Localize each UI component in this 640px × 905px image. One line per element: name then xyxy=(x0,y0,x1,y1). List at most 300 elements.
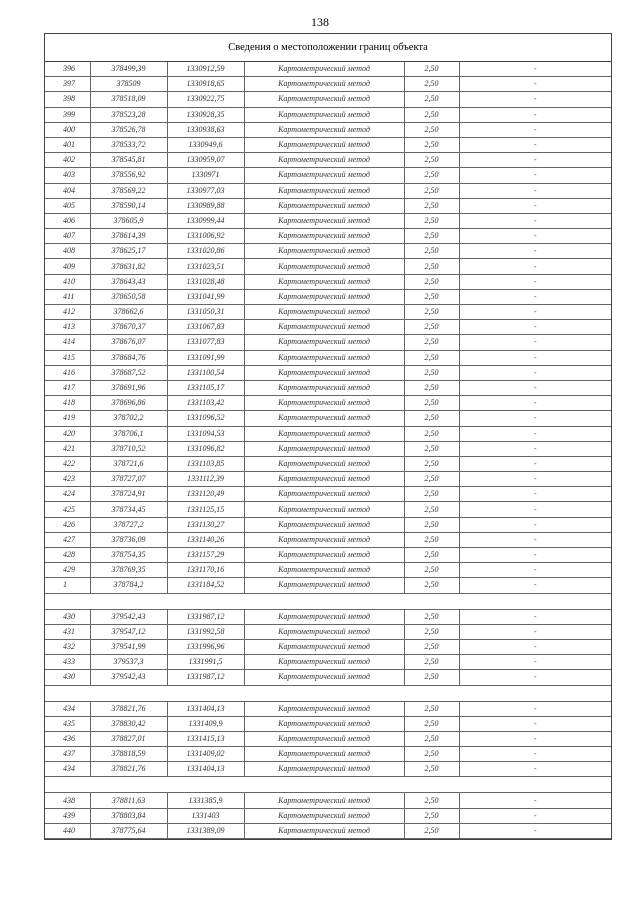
table-row xyxy=(45,639,611,654)
point-number-cell: 421 xyxy=(45,441,90,456)
table-row xyxy=(45,426,611,441)
point-number-cell: 411 xyxy=(45,289,90,304)
table-row xyxy=(45,213,611,228)
y-coordinate-cell: 1331991,5 xyxy=(167,655,244,670)
y-coordinate-cell: 1330928,35 xyxy=(167,107,244,122)
method-cell: Картометрический метод xyxy=(244,107,404,122)
point-number-cell: 402 xyxy=(45,153,90,168)
method-cell: Картометрический метод xyxy=(244,305,404,320)
accuracy-cell: 2,50 xyxy=(404,380,459,395)
method-cell: Картометрический метод xyxy=(244,731,404,746)
x-coordinate-cell: 378662,6 xyxy=(90,305,167,320)
x-coordinate-cell: 379542,43 xyxy=(90,670,167,685)
method-cell: Картометрический метод xyxy=(244,213,404,228)
x-coordinate-cell: 378676,07 xyxy=(90,335,167,350)
y-coordinate-cell: 1330922,75 xyxy=(167,92,244,107)
x-coordinate-cell: 378727,07 xyxy=(90,472,167,487)
y-coordinate-cell: 1331028,48 xyxy=(167,274,244,289)
x-coordinate-cell: 378821,76 xyxy=(90,762,167,777)
x-coordinate-cell: 378545,81 xyxy=(90,153,167,168)
point-number-cell: 404 xyxy=(45,183,90,198)
method-cell: Картометрический метод xyxy=(244,762,404,777)
accuracy-cell: 2,50 xyxy=(404,716,459,731)
point-number-cell: 423 xyxy=(45,472,90,487)
coordinates-table-body xyxy=(45,62,611,839)
description-cell: - xyxy=(459,198,611,213)
description-cell: - xyxy=(459,456,611,471)
accuracy-cell: 2,50 xyxy=(404,426,459,441)
y-coordinate-cell: 1330989,88 xyxy=(167,198,244,213)
x-coordinate-cell: 378605,9 xyxy=(90,213,167,228)
y-coordinate-cell: 1330918,65 xyxy=(167,77,244,92)
x-coordinate-cell: 378523,28 xyxy=(90,107,167,122)
description-cell: - xyxy=(459,426,611,441)
description-cell: - xyxy=(459,731,611,746)
y-coordinate-cell: 1331100,54 xyxy=(167,365,244,380)
description-cell: - xyxy=(459,532,611,547)
method-cell: Картометрический метод xyxy=(244,441,404,456)
point-number-cell: 430 xyxy=(45,609,90,624)
table-row xyxy=(45,335,611,350)
description-cell: - xyxy=(459,578,611,593)
point-number-cell: 431 xyxy=(45,624,90,639)
table-row xyxy=(45,532,611,547)
table-row xyxy=(45,670,611,685)
x-coordinate-cell: 379541,99 xyxy=(90,639,167,654)
table-row xyxy=(45,274,611,289)
description-cell: - xyxy=(459,62,611,77)
y-coordinate-cell: 1331987,12 xyxy=(167,609,244,624)
method-cell: Картометрический метод xyxy=(244,609,404,624)
description-cell: - xyxy=(459,548,611,563)
point-number-cell: 403 xyxy=(45,168,90,183)
x-coordinate-cell: 378734,45 xyxy=(90,502,167,517)
accuracy-cell: 2,50 xyxy=(404,487,459,502)
point-number-cell: 414 xyxy=(45,335,90,350)
accuracy-cell: 2,50 xyxy=(404,609,459,624)
table-row xyxy=(45,168,611,183)
y-coordinate-cell: 1331006,92 xyxy=(167,229,244,244)
table-row xyxy=(45,137,611,152)
x-coordinate-cell: 378710,52 xyxy=(90,441,167,456)
table-row xyxy=(45,441,611,456)
x-coordinate-cell: 378670,37 xyxy=(90,320,167,335)
point-number-cell: 426 xyxy=(45,517,90,532)
method-cell: Картометрический метод xyxy=(244,153,404,168)
y-coordinate-cell: 1331996,96 xyxy=(167,639,244,654)
accuracy-cell: 2,50 xyxy=(404,823,459,838)
description-cell: - xyxy=(459,153,611,168)
table-row xyxy=(45,517,611,532)
accuracy-cell: 2,50 xyxy=(404,396,459,411)
point-number-cell: 418 xyxy=(45,396,90,411)
method-cell: Картометрический метод xyxy=(244,137,404,152)
point-number-cell: 440 xyxy=(45,823,90,838)
accuracy-cell: 2,50 xyxy=(404,655,459,670)
accuracy-cell: 2,50 xyxy=(404,168,459,183)
x-coordinate-cell: 378556,92 xyxy=(90,168,167,183)
x-coordinate-cell: 378691,96 xyxy=(90,380,167,395)
table-row xyxy=(45,350,611,365)
point-number-cell: 428 xyxy=(45,548,90,563)
table-row xyxy=(45,823,611,838)
method-cell: Картометрический метод xyxy=(244,411,404,426)
point-number-cell: 397 xyxy=(45,77,90,92)
y-coordinate-cell: 1331404,13 xyxy=(167,701,244,716)
description-cell: - xyxy=(459,137,611,152)
description-cell: - xyxy=(459,244,611,259)
table-row xyxy=(45,396,611,411)
accuracy-cell: 2,50 xyxy=(404,259,459,274)
table-row xyxy=(45,808,611,823)
point-number-cell: 427 xyxy=(45,532,90,547)
y-coordinate-cell: 1331105,17 xyxy=(167,380,244,395)
x-coordinate-cell: 378706,1 xyxy=(90,426,167,441)
x-coordinate-cell: 378721,6 xyxy=(90,456,167,471)
group-separator xyxy=(45,593,611,609)
table-row xyxy=(45,122,611,137)
description-cell: - xyxy=(459,823,611,838)
sheet-title: Сведения о местоположении границ объекта xyxy=(45,34,611,62)
table-row xyxy=(45,244,611,259)
y-coordinate-cell: 1331023,51 xyxy=(167,259,244,274)
group-separator-cell xyxy=(45,685,611,701)
point-number-cell: 435 xyxy=(45,716,90,731)
table-row xyxy=(45,487,611,502)
table-row xyxy=(45,289,611,304)
description-cell: - xyxy=(459,411,611,426)
table-row xyxy=(45,305,611,320)
x-coordinate-cell: 378533,72 xyxy=(90,137,167,152)
y-coordinate-cell: 1331091,99 xyxy=(167,350,244,365)
method-cell: Картометрический метод xyxy=(244,274,404,289)
method-cell: Картометрический метод xyxy=(244,365,404,380)
point-number-cell: 429 xyxy=(45,563,90,578)
method-cell: Картометрический метод xyxy=(244,563,404,578)
x-coordinate-cell: 378499,39 xyxy=(90,62,167,77)
y-coordinate-cell: 1330912,59 xyxy=(167,62,244,77)
table-row xyxy=(45,701,611,716)
accuracy-cell: 2,50 xyxy=(404,639,459,654)
method-cell: Картометрический метод xyxy=(244,747,404,762)
y-coordinate-cell: 1331130,27 xyxy=(167,517,244,532)
description-cell: - xyxy=(459,655,611,670)
method-cell: Картометрический метод xyxy=(244,380,404,395)
table-row xyxy=(45,578,611,593)
accuracy-cell: 2,50 xyxy=(404,793,459,808)
y-coordinate-cell: 1331403 xyxy=(167,808,244,823)
x-coordinate-cell: 378569,22 xyxy=(90,183,167,198)
y-coordinate-cell: 1331103,85 xyxy=(167,456,244,471)
method-cell: Картометрический метод xyxy=(244,639,404,654)
table-row xyxy=(45,229,611,244)
method-cell: Картометрический метод xyxy=(244,350,404,365)
table-row xyxy=(45,793,611,808)
description-cell: - xyxy=(459,716,611,731)
point-number-cell: 416 xyxy=(45,365,90,380)
y-coordinate-cell: 1330959,07 xyxy=(167,153,244,168)
description-cell: - xyxy=(459,365,611,380)
x-coordinate-cell: 378736,09 xyxy=(90,532,167,547)
x-coordinate-cell: 378518,09 xyxy=(90,92,167,107)
table-row xyxy=(45,655,611,670)
method-cell: Картометрический метод xyxy=(244,517,404,532)
y-coordinate-cell: 1330971 xyxy=(167,168,244,183)
accuracy-cell: 2,50 xyxy=(404,77,459,92)
method-cell: Картометрический метод xyxy=(244,808,404,823)
table-row xyxy=(45,716,611,731)
description-cell: - xyxy=(459,259,611,274)
y-coordinate-cell: 1331120,49 xyxy=(167,487,244,502)
method-cell: Картометрический метод xyxy=(244,502,404,517)
x-coordinate-cell: 378643,43 xyxy=(90,274,167,289)
point-number-cell: 412 xyxy=(45,305,90,320)
point-number-cell: 437 xyxy=(45,747,90,762)
accuracy-cell: 2,50 xyxy=(404,350,459,365)
description-cell: - xyxy=(459,274,611,289)
accuracy-cell: 2,50 xyxy=(404,335,459,350)
description-cell: - xyxy=(459,639,611,654)
method-cell: Картометрический метод xyxy=(244,183,404,198)
accuracy-cell: 2,50 xyxy=(404,441,459,456)
description-cell: - xyxy=(459,670,611,685)
x-coordinate-cell: 378727,2 xyxy=(90,517,167,532)
x-coordinate-cell: 378590,14 xyxy=(90,198,167,213)
method-cell: Картометрический метод xyxy=(244,548,404,563)
accuracy-cell: 2,50 xyxy=(404,244,459,259)
method-cell: Картометрический метод xyxy=(244,259,404,274)
method-cell: Картометрический метод xyxy=(244,62,404,77)
accuracy-cell: 2,50 xyxy=(404,411,459,426)
y-coordinate-cell: 1331067,83 xyxy=(167,320,244,335)
description-cell: - xyxy=(459,320,611,335)
point-number-cell: 425 xyxy=(45,502,90,517)
accuracy-cell: 2,50 xyxy=(404,289,459,304)
y-coordinate-cell: 1331041,99 xyxy=(167,289,244,304)
accuracy-cell: 2,50 xyxy=(404,670,459,685)
x-coordinate-cell: 378818,59 xyxy=(90,747,167,762)
x-coordinate-cell: 378509 xyxy=(90,77,167,92)
point-number-cell: 396 xyxy=(45,62,90,77)
point-number-cell: 434 xyxy=(45,762,90,777)
point-number-cell: 1 xyxy=(45,578,90,593)
table-row xyxy=(45,502,611,517)
accuracy-cell: 2,50 xyxy=(404,62,459,77)
point-number-cell: 401 xyxy=(45,137,90,152)
method-cell: Картометрический метод xyxy=(244,122,404,137)
coordinates-table xyxy=(45,62,611,839)
y-coordinate-cell: 1331987,12 xyxy=(167,670,244,685)
accuracy-cell: 2,50 xyxy=(404,731,459,746)
method-cell: Картометрический метод xyxy=(244,655,404,670)
point-number-cell: 436 xyxy=(45,731,90,746)
method-cell: Картометрический метод xyxy=(244,229,404,244)
x-coordinate-cell: 378784,2 xyxy=(90,578,167,593)
point-number-cell: 405 xyxy=(45,198,90,213)
point-number-cell: 432 xyxy=(45,639,90,654)
y-coordinate-cell: 1331096,52 xyxy=(167,411,244,426)
method-cell: Картометрический метод xyxy=(244,244,404,259)
x-coordinate-cell: 378631,82 xyxy=(90,259,167,274)
point-number-cell: 410 xyxy=(45,274,90,289)
point-number-cell: 413 xyxy=(45,320,90,335)
description-cell: - xyxy=(459,502,611,517)
table-row xyxy=(45,107,611,122)
point-number-cell: 417 xyxy=(45,380,90,395)
group-separator xyxy=(45,685,611,701)
x-coordinate-cell: 379547,12 xyxy=(90,624,167,639)
group-separator xyxy=(45,777,611,793)
boundary-sheet xyxy=(44,33,612,840)
table-row xyxy=(45,472,611,487)
x-coordinate-cell: 378650,58 xyxy=(90,289,167,304)
method-cell: Картометрический метод xyxy=(244,701,404,716)
method-cell: Картометрический метод xyxy=(244,472,404,487)
description-cell: - xyxy=(459,472,611,487)
point-number-cell: 415 xyxy=(45,350,90,365)
description-cell: - xyxy=(459,563,611,578)
y-coordinate-cell: 1331096,82 xyxy=(167,441,244,456)
point-number-cell: 406 xyxy=(45,213,90,228)
accuracy-cell: 2,50 xyxy=(404,472,459,487)
accuracy-cell: 2,50 xyxy=(404,563,459,578)
accuracy-cell: 2,50 xyxy=(404,762,459,777)
method-cell: Картометрический метод xyxy=(244,793,404,808)
description-cell: - xyxy=(459,441,611,456)
description-cell: - xyxy=(459,122,611,137)
description-cell: - xyxy=(459,517,611,532)
method-cell: Картометрический метод xyxy=(244,532,404,547)
accuracy-cell: 2,50 xyxy=(404,183,459,198)
x-coordinate-cell: 378702,2 xyxy=(90,411,167,426)
y-coordinate-cell: 1331184,52 xyxy=(167,578,244,593)
description-cell: - xyxy=(459,77,611,92)
method-cell: Картометрический метод xyxy=(244,426,404,441)
accuracy-cell: 2,50 xyxy=(404,578,459,593)
description-cell: - xyxy=(459,793,611,808)
y-coordinate-cell: 1331077,83 xyxy=(167,335,244,350)
point-number-cell: 439 xyxy=(45,808,90,823)
method-cell: Картометрический метод xyxy=(244,624,404,639)
y-coordinate-cell: 1331140,26 xyxy=(167,532,244,547)
x-coordinate-cell: 378696,86 xyxy=(90,396,167,411)
accuracy-cell: 2,50 xyxy=(404,456,459,471)
y-coordinate-cell: 1331050,31 xyxy=(167,305,244,320)
description-cell: - xyxy=(459,107,611,122)
accuracy-cell: 2,50 xyxy=(404,229,459,244)
y-coordinate-cell: 1331125,15 xyxy=(167,502,244,517)
table-row xyxy=(45,183,611,198)
table-row xyxy=(45,77,611,92)
y-coordinate-cell: 1331409,02 xyxy=(167,747,244,762)
description-cell: - xyxy=(459,762,611,777)
y-coordinate-cell: 1331992,58 xyxy=(167,624,244,639)
x-coordinate-cell: 378827,01 xyxy=(90,731,167,746)
y-coordinate-cell: 1330977,03 xyxy=(167,183,244,198)
point-number-cell: 399 xyxy=(45,107,90,122)
y-coordinate-cell: 1330938,63 xyxy=(167,122,244,137)
method-cell: Картометрический метод xyxy=(244,289,404,304)
table-row xyxy=(45,563,611,578)
group-separator-cell xyxy=(45,593,611,609)
table-row xyxy=(45,198,611,213)
x-coordinate-cell: 378769,35 xyxy=(90,563,167,578)
table-row xyxy=(45,609,611,624)
description-cell: - xyxy=(459,335,611,350)
point-number-cell: 438 xyxy=(45,793,90,808)
accuracy-cell: 2,50 xyxy=(404,365,459,380)
method-cell: Картометрический метод xyxy=(244,92,404,107)
table-row xyxy=(45,731,611,746)
accuracy-cell: 2,50 xyxy=(404,502,459,517)
accuracy-cell: 2,50 xyxy=(404,548,459,563)
accuracy-cell: 2,50 xyxy=(404,305,459,320)
method-cell: Картометрический метод xyxy=(244,716,404,731)
description-cell: - xyxy=(459,183,611,198)
point-number-cell: 407 xyxy=(45,229,90,244)
x-coordinate-cell: 379537,3 xyxy=(90,655,167,670)
method-cell: Картометрический метод xyxy=(244,320,404,335)
y-coordinate-cell: 1331103,42 xyxy=(167,396,244,411)
point-number-cell: 434 xyxy=(45,701,90,716)
x-coordinate-cell: 378821,76 xyxy=(90,701,167,716)
method-cell: Картометрический метод xyxy=(244,456,404,471)
description-cell: - xyxy=(459,701,611,716)
table-row xyxy=(45,320,611,335)
x-coordinate-cell: 378684,76 xyxy=(90,350,167,365)
description-cell: - xyxy=(459,624,611,639)
accuracy-cell: 2,50 xyxy=(404,92,459,107)
table-row xyxy=(45,747,611,762)
y-coordinate-cell: 1331094,53 xyxy=(167,426,244,441)
x-coordinate-cell: 378625,17 xyxy=(90,244,167,259)
point-number-cell: 422 xyxy=(45,456,90,471)
accuracy-cell: 2,50 xyxy=(404,517,459,532)
description-cell: - xyxy=(459,350,611,365)
description-cell: - xyxy=(459,168,611,183)
accuracy-cell: 2,50 xyxy=(404,137,459,152)
method-cell: Картометрический метод xyxy=(244,487,404,502)
accuracy-cell: 2,50 xyxy=(404,808,459,823)
x-coordinate-cell: 378754,35 xyxy=(90,548,167,563)
description-cell: - xyxy=(459,380,611,395)
y-coordinate-cell: 1331404,13 xyxy=(167,762,244,777)
accuracy-cell: 2,50 xyxy=(404,701,459,716)
point-number-cell: 424 xyxy=(45,487,90,502)
table-row xyxy=(45,92,611,107)
method-cell: Картометрический метод xyxy=(244,168,404,183)
y-coordinate-cell: 1331385,9 xyxy=(167,793,244,808)
x-coordinate-cell: 378775,64 xyxy=(90,823,167,838)
table-row xyxy=(45,153,611,168)
accuracy-cell: 2,50 xyxy=(404,747,459,762)
table-row xyxy=(45,456,611,471)
description-cell: - xyxy=(459,747,611,762)
point-number-cell: 409 xyxy=(45,259,90,274)
method-cell: Картометрический метод xyxy=(244,335,404,350)
point-number-cell: 408 xyxy=(45,244,90,259)
method-cell: Картометрический метод xyxy=(244,198,404,213)
table-row xyxy=(45,259,611,274)
x-coordinate-cell: 378811,63 xyxy=(90,793,167,808)
group-separator-cell xyxy=(45,777,611,793)
method-cell: Картометрический метод xyxy=(244,396,404,411)
x-coordinate-cell: 378614,39 xyxy=(90,229,167,244)
accuracy-cell: 2,50 xyxy=(404,320,459,335)
method-cell: Картометрический метод xyxy=(244,578,404,593)
table-row xyxy=(45,762,611,777)
description-cell: - xyxy=(459,305,611,320)
